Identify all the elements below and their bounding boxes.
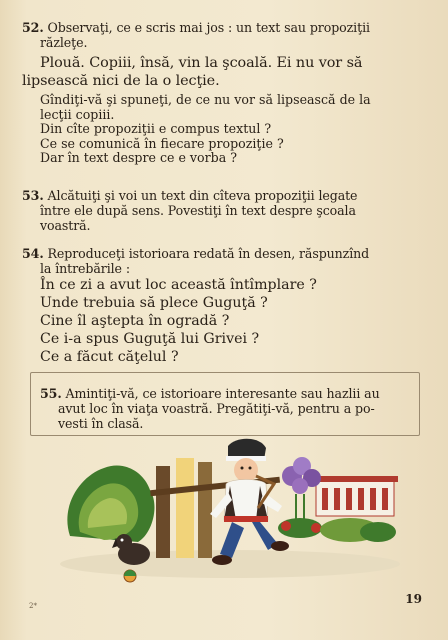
- bushes: [320, 518, 396, 542]
- page-number: 19: [405, 592, 422, 606]
- story-question: Cine îl aştepta în ogradă ?: [40, 313, 230, 329]
- exercise-52-instruction: 52. Observaţi, ce e scris mai jos : un text sau propoziţii: [22, 20, 370, 35]
- exercise-53-line: 53. Alcătuiţi şi voi un text din cîteva propoziţii legate: [22, 188, 358, 203]
- exercise-55-line: avut loc în viaţa voastră. Pregătiţi-vă, pentru a po-: [58, 401, 375, 416]
- ball: [124, 570, 136, 582]
- question: Ce se comunică în fiecare propoziţie ?: [40, 135, 284, 151]
- exercise-53: [22, 188, 426, 233]
- question-cont: lecţii copiii.: [40, 106, 115, 122]
- story-illustration: [60, 436, 400, 584]
- exercise-54: [22, 246, 426, 276]
- exercise-54-line: la întrebările :: [40, 261, 130, 276]
- exercise-55: [40, 386, 422, 431]
- story-question: Unde trebuia să plece Guguţă ?: [40, 295, 268, 311]
- exercise-53-line: voastră.: [40, 218, 91, 233]
- example-text-line: Plouă. Copiii, însă, vin la şcoală. Ei nu vor să: [40, 55, 363, 71]
- exercise-number: 53.: [22, 188, 44, 203]
- exercise-number: 55.: [40, 386, 62, 401]
- exercise-number: 52.: [22, 20, 44, 35]
- flower-bush: [278, 457, 322, 538]
- exercise-54-questions: [22, 276, 426, 366]
- exercise-55-line: vesti în clasă.: [58, 416, 144, 431]
- story-question: În ce zi a avut loc această întîmplare ?: [40, 277, 317, 293]
- example-text-line: lipsească nici de la o lecţie.: [22, 73, 220, 89]
- exercise-number: 54.: [22, 246, 44, 261]
- exercise-52: [22, 20, 426, 166]
- boy-gugutsa: [210, 439, 289, 565]
- story-question: Ce i-a spus Guguţă lui Grivei ?: [40, 331, 260, 347]
- question: Gîndiţi-vă şi spuneţi, de ce nu vor să lipsească de la: [40, 92, 371, 107]
- exercise-55-line: 55. Amintiţi-vă, ce istorioare interesante sau hazlii au: [40, 386, 380, 401]
- signature-mark: 2*: [29, 602, 37, 610]
- question: Din cîte propoziţii e compus textul ?: [40, 121, 272, 136]
- question: Dar în text despre ce e vorba ?: [40, 150, 237, 165]
- exercise-54-line: 54. Reproduceţi istorioara redată în desen, răspunzînd: [22, 246, 370, 261]
- exercise-52-instruction-cont: răzleţe.: [40, 35, 88, 50]
- exercise-53-line: între ele după sens. Povestiţi în text despre şcoala: [40, 203, 356, 218]
- story-question: Ce a făcut căţelul ?: [40, 349, 179, 365]
- trees: [67, 465, 154, 542]
- school-building: [312, 476, 398, 516]
